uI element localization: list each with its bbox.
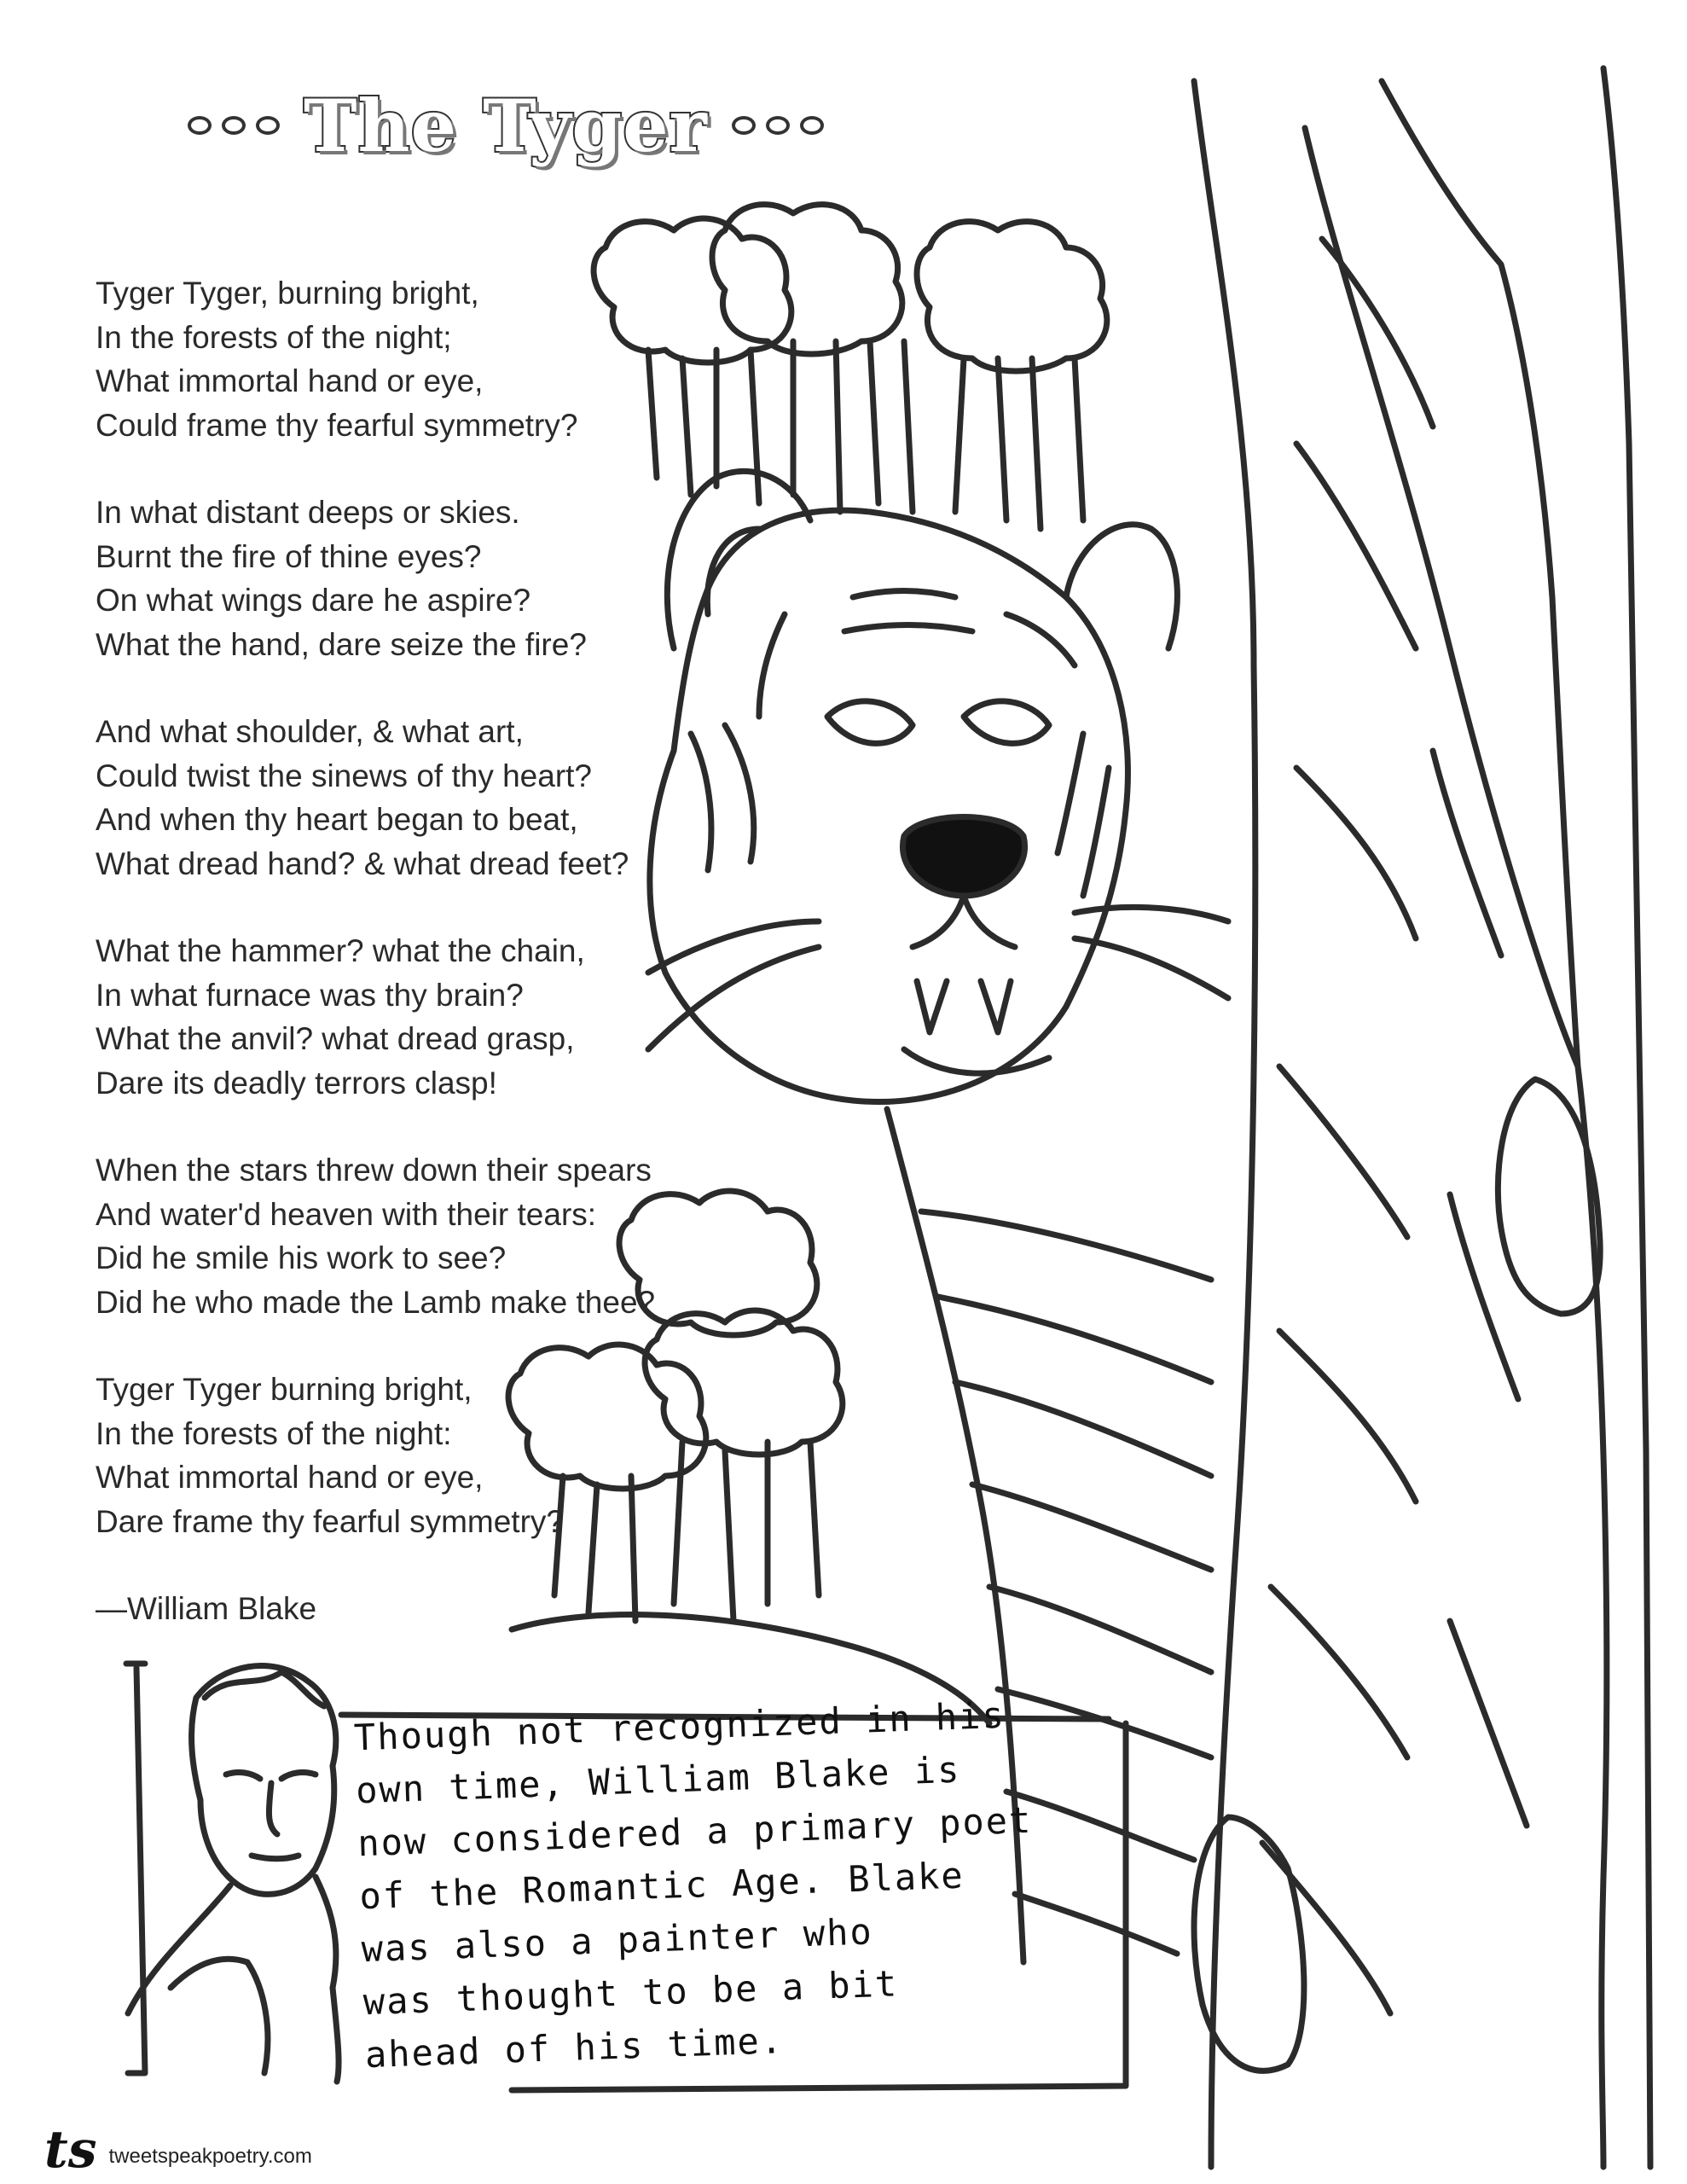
tiger-body-stripe (938, 1297, 1211, 1382)
bark-line (1433, 751, 1501, 956)
tiger-eye-right (964, 701, 1049, 743)
tiger-eye-left (827, 701, 913, 743)
tiger-face-stripe (759, 591, 1075, 717)
bio-line: own time, William Blake is (355, 1748, 962, 1812)
tree-canopy (712, 205, 902, 354)
poem-line: In the forests of the night; (96, 319, 452, 355)
site-logo: ts (44, 2120, 97, 2180)
poem-line: Did he who made the Lamb make thee? (96, 1284, 656, 1320)
footer (44, 2120, 312, 2180)
poem-stanza (96, 1148, 675, 1324)
tiger-fang (917, 981, 1011, 1032)
poem-line: Could twist the sinews of thy heart? (96, 758, 593, 793)
tiger-mouth (913, 896, 1015, 947)
poem-author: —William Blake (96, 1591, 317, 1626)
poem-stanza (96, 710, 675, 886)
poem-line: What the hand, dare seize the fire? (96, 626, 587, 662)
tiger-whiskers (648, 907, 1228, 1049)
poem-line: Burnt the fire of thine eyes? (96, 538, 482, 574)
bark-line (1450, 1194, 1518, 1399)
poem-line: When the stars threw down their spears (96, 1153, 652, 1188)
tree-trunk-right-edge (1305, 128, 1607, 2167)
bark-line (1271, 1587, 1407, 1757)
bark-line (1296, 768, 1416, 938)
bio-line: of the Romantic Age. Blake (358, 1854, 965, 1918)
poem-line: And when thy heart began to beat, (96, 802, 578, 837)
tiger-nose (902, 817, 1024, 897)
poem-line: And water'd heaven with their tears: (96, 1196, 597, 1232)
bark-line (1279, 1331, 1416, 1502)
page-title: The Tyger (304, 83, 708, 168)
bark-line (1296, 444, 1416, 648)
tree-canopy (917, 222, 1107, 371)
tiger-paw-lower (1194, 1817, 1304, 2071)
tiger-body-stripe (972, 1484, 1211, 1570)
tree-branch (1382, 81, 1578, 1066)
poem-line: And what shoulder, & what art, (96, 714, 524, 749)
tiger-ear-right (1066, 525, 1177, 648)
tiger-body-stripe (921, 1211, 1211, 1280)
bio-line: was thought to be a bit (362, 1962, 899, 2024)
bio-note (353, 1687, 1063, 2077)
poem-line: What immortal hand or eye, (96, 363, 484, 398)
poem (96, 271, 675, 1630)
poem-line: In what furnace was thy brain? (96, 977, 524, 1013)
poem-line: Did he smile his work to see? (96, 1240, 507, 1275)
poem-line: What immortal hand or eye, (96, 1460, 484, 1495)
bark-line (1450, 1621, 1527, 1826)
poem-line: In the forests of the night: (96, 1415, 452, 1451)
bark-line (1262, 1843, 1390, 2013)
bark-line (1279, 1066, 1407, 1237)
poem-line: Dare its deadly terrors clasp! (96, 1065, 497, 1101)
poem-stanza (96, 271, 675, 447)
poem-line: Could frame thy fearful symmetry? (96, 407, 578, 443)
poem-stanza (96, 491, 675, 666)
poem-line: Tyger Tyger burning bright, (96, 1372, 472, 1407)
bio-line: ahead of his time. (364, 2019, 785, 2077)
poem-line: What the anvil? what dread grasp, (96, 1021, 575, 1056)
site-url: tweetspeakpoetry.com (108, 2145, 312, 2168)
poem-stanza (96, 929, 675, 1105)
tree-branch (1603, 68, 1650, 2167)
tiger-body-stripe (955, 1382, 1211, 1476)
tiger-head-outline (650, 510, 1128, 1101)
poem-line: What the hammer? what the chain, (96, 933, 585, 968)
bark-line (1322, 239, 1433, 427)
bio-line: Though not recognized in his (353, 1693, 1006, 1759)
poem-line: On what wings dare he aspire? (96, 583, 531, 618)
poem-line: In what distant deeps or skies. (96, 495, 520, 530)
poem-line: Dare frame thy fearful symmetry? (96, 1503, 564, 1539)
tiger-body-stripe (989, 1587, 1211, 1672)
tiger-face-stripe (691, 725, 1109, 896)
blake-portrait (128, 1666, 339, 2082)
bio-line: was also a painter who (360, 1910, 874, 1971)
tiger-ear-left (667, 471, 810, 648)
poem-line: What dread hand? & what dread feet? (96, 845, 629, 881)
poem-line: Tyger Tyger, burning bright, (96, 276, 479, 311)
bio-line: now considered a primary poet (357, 1798, 1034, 1865)
poem-stanza (96, 1368, 675, 1543)
